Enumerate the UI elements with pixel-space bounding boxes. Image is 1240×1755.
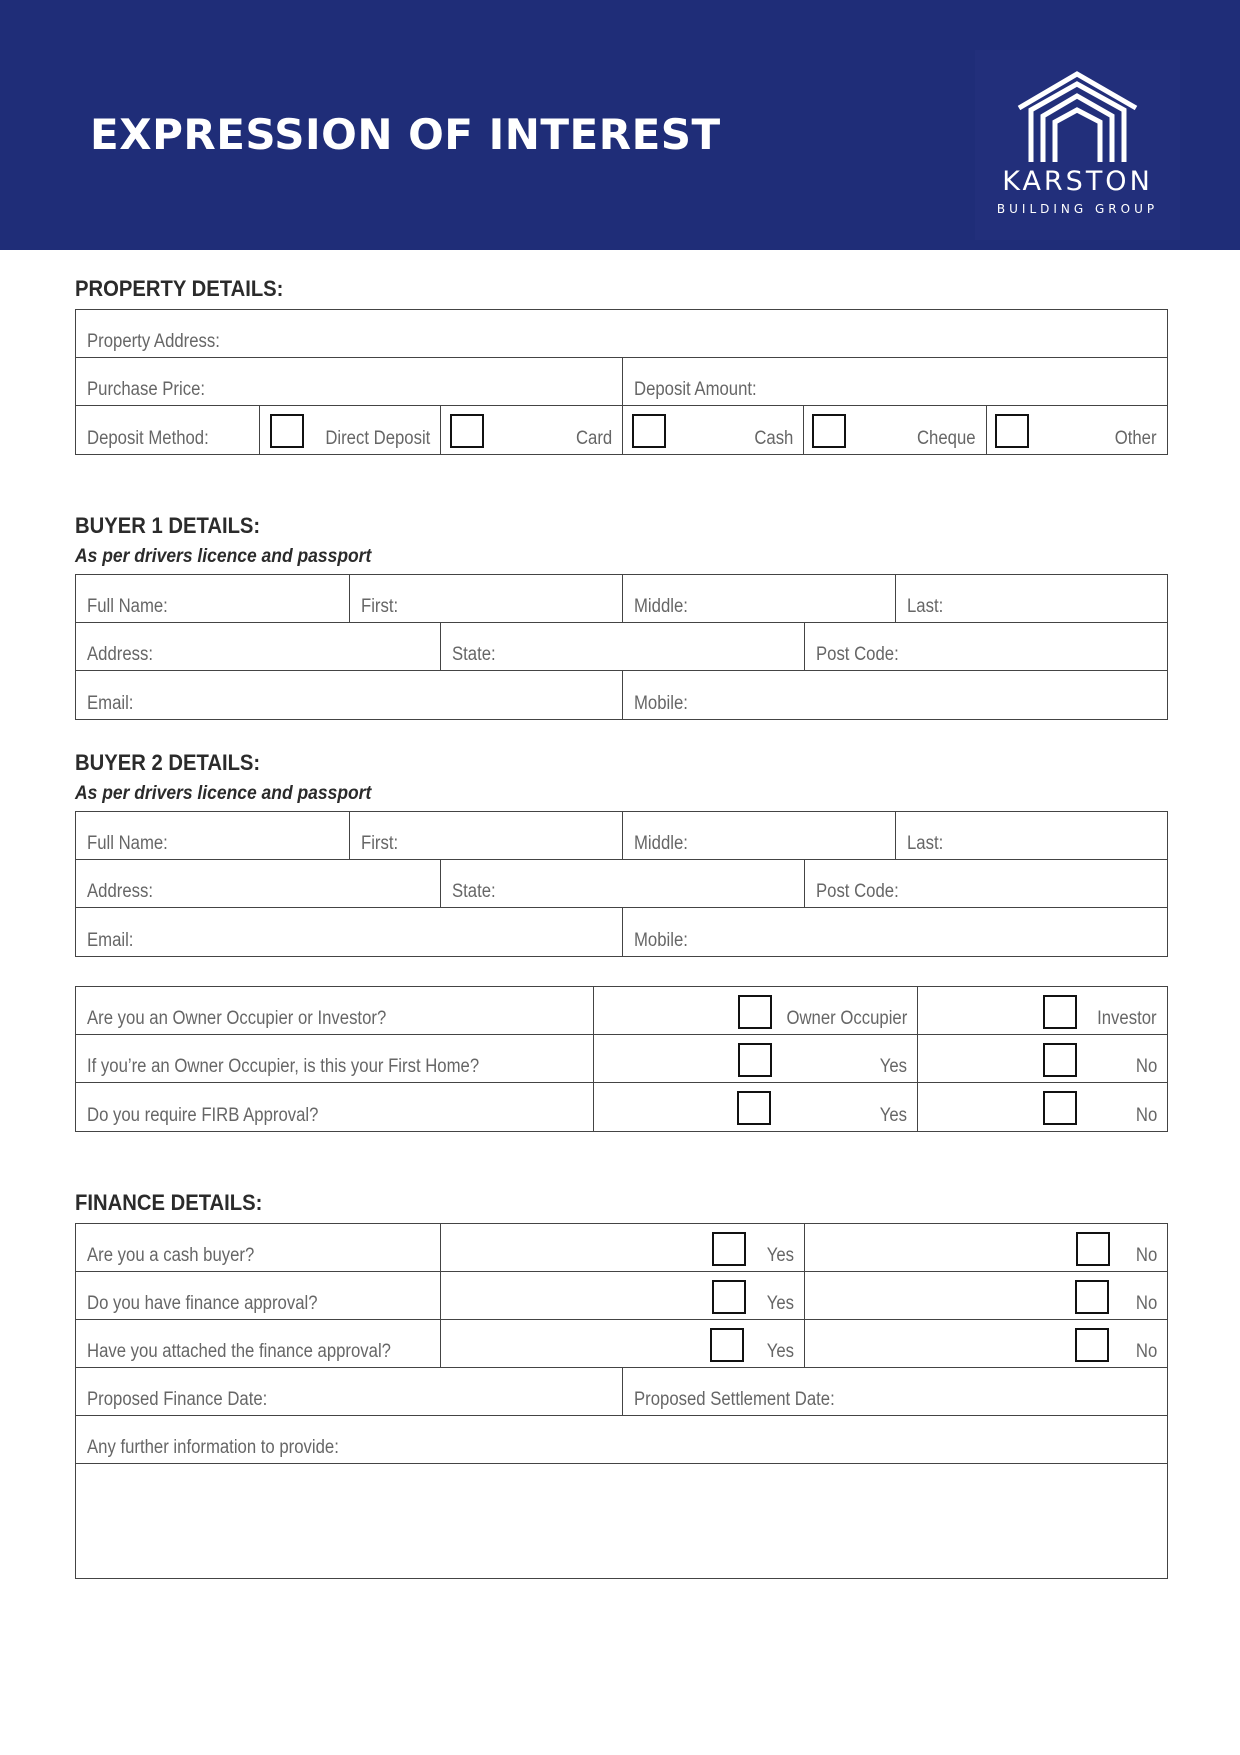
proposed-finance-date-field[interactable] <box>76 1368 622 1415</box>
checkbox-first-home-yes[interactable] <box>738 1043 772 1077</box>
property-address-field[interactable] <box>76 310 1167 357</box>
checkbox-cash-buyer-no[interactable] <box>1076 1232 1110 1266</box>
option-yes <box>593 1083 917 1131</box>
property-section-title: PROPERTY DETAILS: <box>75 276 284 301</box>
question-label: Do you require FIRB Approval? <box>87 1105 319 1126</box>
buyer2-section-title: BUYER 2 DETAILS: <box>75 750 261 775</box>
question-cell <box>76 1083 593 1131</box>
question-label: Do you have finance approval? <box>87 1293 318 1314</box>
buyer1-details-table <box>75 574 1168 720</box>
field-label: Proposed Finance Date: <box>87 1389 268 1410</box>
owner-investor-row <box>76 987 1167 1035</box>
option-no <box>917 1035 1167 1082</box>
option-label: No <box>1135 1056 1157 1077</box>
option-label: Card <box>575 428 612 449</box>
option-label: Yes <box>879 1105 907 1126</box>
option-no <box>917 1083 1167 1131</box>
address-field[interactable] <box>76 860 440 907</box>
name-row <box>76 575 1167 623</box>
option-label: No <box>1135 1341 1157 1362</box>
last-name-field[interactable] <box>895 812 1167 859</box>
field-label: Middle: <box>634 833 688 854</box>
option-yes <box>440 1320 804 1367</box>
question-cell <box>76 987 593 1034</box>
checkbox-firb-yes[interactable] <box>737 1091 771 1125</box>
checkbox-attached-no[interactable] <box>1075 1328 1109 1362</box>
field-label: Middle: <box>634 596 688 617</box>
field-label: Address: <box>87 881 153 902</box>
field-label: Last: <box>907 596 944 617</box>
option-label: Yes <box>879 1056 907 1077</box>
field-label: Any further information to provide: <box>87 1437 339 1458</box>
name-row <box>76 812 1167 860</box>
question-cell <box>76 1272 440 1319</box>
checkbox-direct-deposit[interactable] <box>270 414 304 448</box>
option-owner-occupier <box>593 987 917 1034</box>
checkbox-attached-yes[interactable] <box>710 1328 744 1362</box>
further-info-label-cell <box>76 1416 1167 1463</box>
field-label: First: <box>361 833 399 854</box>
option-label: Yes <box>766 1245 794 1266</box>
option-yes <box>440 1224 804 1271</box>
first-name-field[interactable] <box>349 812 622 859</box>
option-label: Yes <box>766 1341 794 1362</box>
dates-row <box>76 1368 1167 1416</box>
deposit-method-label-cell <box>76 406 259 454</box>
house-logo-icon <box>1015 70 1140 165</box>
question-label: Are you an Owner Occupier or Investor? <box>87 1008 387 1029</box>
last-name-field[interactable] <box>895 575 1167 622</box>
option-cash <box>622 406 803 454</box>
option-label: No <box>1135 1293 1157 1314</box>
option-direct-deposit <box>259 406 440 454</box>
field-label: Email: <box>87 930 134 951</box>
buyer1-subtitle: As per drivers licence and passport <box>75 546 372 567</box>
address-field[interactable] <box>76 623 440 670</box>
field-label: First: <box>361 596 399 617</box>
checkbox-approval-no[interactable] <box>1075 1280 1109 1314</box>
question-label: If you’re an Owner Occupier, is this your First Home? <box>87 1056 480 1077</box>
field-label: Post Code: <box>816 881 899 902</box>
cash-buyer-row <box>76 1224 1167 1272</box>
checkbox-approval-yes[interactable] <box>712 1280 746 1314</box>
field-label: Address: <box>87 644 153 665</box>
first-home-row <box>76 1035 1167 1083</box>
email-field[interactable] <box>76 671 622 719</box>
field-label: Deposit Amount: <box>634 379 757 400</box>
option-label: Yes <box>766 1293 794 1314</box>
checkbox-cash-buyer-yes[interactable] <box>712 1232 746 1266</box>
checkbox-firb-no[interactable] <box>1043 1091 1077 1125</box>
field-label: Last: <box>907 833 944 854</box>
field-label: Email: <box>87 693 134 714</box>
header-banner <box>0 0 1240 250</box>
buyer2-details-table <box>75 811 1168 957</box>
option-no <box>804 1272 1167 1319</box>
option-label: Owner Occupier <box>786 1008 907 1029</box>
address-row <box>76 860 1167 908</box>
field-label: Full Name: <box>87 596 168 617</box>
field-label: Purchase Price: <box>87 379 206 400</box>
field-label: Deposit Method: <box>87 428 209 449</box>
option-label: Cash <box>753 428 793 449</box>
question-label: Are you a cash buyer? <box>87 1245 255 1266</box>
field-label: Mobile: <box>634 930 688 951</box>
checkbox-owner-occupier[interactable] <box>738 995 772 1029</box>
checkbox-investor[interactable] <box>1043 995 1077 1029</box>
property-address-row <box>76 310 1167 358</box>
mobile-field[interactable] <box>622 908 1167 956</box>
property-details-table <box>75 309 1168 455</box>
buyer2-subtitle: As per drivers licence and passport <box>75 783 372 804</box>
contact-row <box>76 671 1167 719</box>
checkbox-other[interactable] <box>995 414 1029 448</box>
occupancy-questions-table <box>75 986 1168 1132</box>
field-label: State: <box>452 881 496 902</box>
state-field[interactable] <box>440 860 804 907</box>
option-label: Other <box>1115 428 1157 449</box>
field-label: Mobile: <box>634 693 688 714</box>
purchase-price-field[interactable] <box>76 358 622 405</box>
checkbox-card[interactable] <box>450 414 484 448</box>
address-row <box>76 623 1167 671</box>
option-no <box>804 1320 1167 1367</box>
option-cheque <box>803 406 986 454</box>
checkbox-cash[interactable] <box>632 414 666 448</box>
field-label: Full Name: <box>87 833 168 854</box>
option-label: No <box>1135 1105 1157 1126</box>
further-info-row <box>76 1416 1167 1464</box>
logo-name: KARSTON <box>1002 166 1153 197</box>
firb-row <box>76 1083 1167 1131</box>
question-cell <box>76 1320 440 1367</box>
deposit-amount-field[interactable] <box>622 358 1167 405</box>
company-logo <box>975 50 1180 240</box>
middle-name-field[interactable] <box>622 812 895 859</box>
proposed-settlement-date-field[interactable] <box>622 1368 1167 1415</box>
option-no <box>804 1224 1167 1271</box>
option-label: Cheque <box>917 428 976 449</box>
page-title: EXPRESSION OF INTEREST <box>90 110 721 159</box>
option-label: Investor <box>1097 1008 1157 1029</box>
further-info-textarea[interactable] <box>76 1464 1167 1577</box>
checkbox-cheque[interactable] <box>812 414 846 448</box>
state-field[interactable] <box>440 623 804 670</box>
field-label: State: <box>452 644 496 665</box>
question-label: Have you attached the finance approval? <box>87 1341 391 1362</box>
mobile-field[interactable] <box>622 671 1167 719</box>
option-card <box>440 406 622 454</box>
option-yes <box>593 1035 917 1082</box>
attached-approval-row <box>76 1320 1167 1368</box>
logo-subtitle: BUILDING GROUP <box>996 202 1159 216</box>
finance-approval-row <box>76 1272 1167 1320</box>
option-investor <box>917 987 1167 1034</box>
field-label: Post Code: <box>816 644 899 665</box>
option-other <box>986 406 1167 454</box>
email-field[interactable] <box>76 908 622 956</box>
contact-row <box>76 908 1167 956</box>
full-name-label-cell <box>76 575 349 622</box>
option-label: No <box>1135 1245 1157 1266</box>
price-row <box>76 358 1167 406</box>
checkbox-first-home-no[interactable] <box>1043 1043 1077 1077</box>
finance-section-title: FINANCE DETAILS: <box>75 1190 263 1215</box>
field-label: Proposed Settlement Date: <box>634 1389 835 1410</box>
field-label: Property Address: <box>87 331 220 352</box>
full-name-label-cell <box>76 812 349 859</box>
option-label: Direct Deposit <box>324 428 430 449</box>
finance-details-table <box>75 1223 1168 1579</box>
first-name-field[interactable] <box>349 575 622 622</box>
deposit-method-row <box>76 406 1167 454</box>
question-cell <box>76 1035 593 1082</box>
buyer1-section-title: BUYER 1 DETAILS: <box>75 513 261 538</box>
middle-name-field[interactable] <box>622 575 895 622</box>
question-cell <box>76 1224 440 1271</box>
post-code-field[interactable] <box>804 860 1167 907</box>
option-yes <box>440 1272 804 1319</box>
post-code-field[interactable] <box>804 623 1167 670</box>
